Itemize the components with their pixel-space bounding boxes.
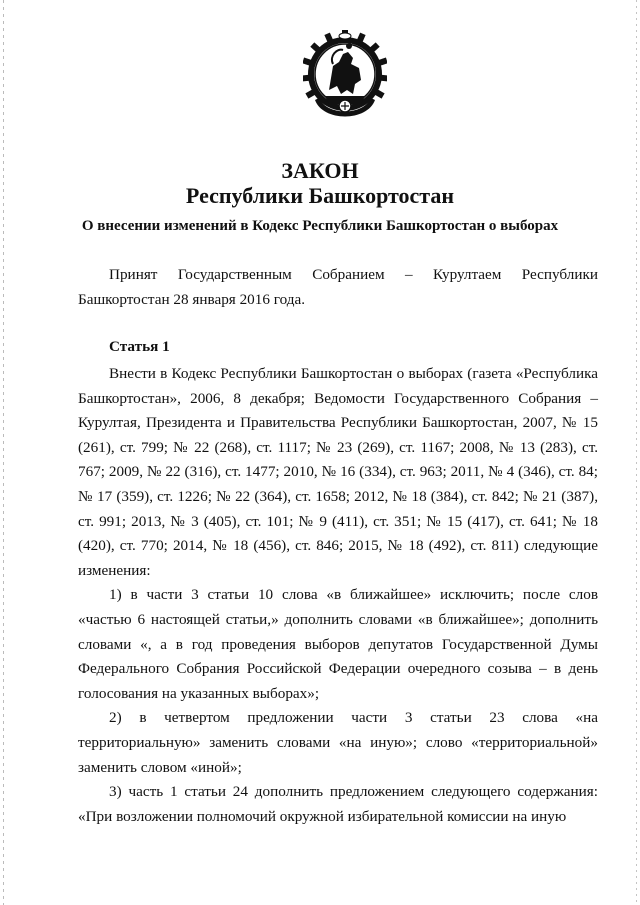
issuer-title: Республики Башкортостан [185,183,455,208]
article-heading: Статья 1 [109,338,170,355]
adoption-text: Принят Государственным Собранием – Курултаем Республики Башкортостан 28 января 2016 года. [78,266,598,308]
coat-of-arms-emblem [303,24,387,134]
article-paragraph: 1) в части 3 статьи 10 слова «в ближайшее» исключить; после слов «частью 6 настоящей статьи,» дополнить словами «в ближайшее»; дополнить словами «, а в год проведения выборов депутатов Государственной Думы Федерального Собрания Российской Федерации очередного созыва – в день голосования на указанных выборах»; [78,586,598,702]
article-paragraph: 2) в четвертом предложении части 3 статьи 23 слова «на территориальную» заменить словами «на иную»; слово «территориальной» заменить словом «иной»; [78,709,598,776]
article-paragraph: Внести в Кодекс Республики Башкортостан о выборах (газета «Республика Башкортостан», 2006, 8 декабря; Ведомости Государственного Собрания – Курултая, Президента и Правительства Республики Башкортостан, 2007, № 15 (261), ст. 799; № 22 (268), ст. 1117; № 23 (269), ст. 1167; 2008, № 13 (283), ст. 767; 2009, № 22 (316), ст. 1477; 2010, № 16 (334), ст. 963; 2011, № 4 (346), ст. 84; № 17 (359), ст. 1226; № 22 (364), ст. 1658; 2012, № 18 (384), ст. 842; № 21 (387), ст. 991; 2013, № 3 (405), ст. 101; № 9 (411), ст. 351; № 15 (417), ст. 641; № 18 (420), ст. 770; 2014, № 18 (456), ст. 846; 2015, № 18 (492), ст. 811) следующие изменения: [78,365,598,579]
article-body [78,362,598,829]
law-subject: О внесении изменений в Кодекс Республики Башкортостан о выборах [81,218,559,234]
article-paragraph: 3) часть 1 статьи 24 дополнить предложением следующего содержания: «При возложении полномочий окружной избирательной комиссии на иную [78,783,598,825]
document-type-title: ЗАКОН [281,158,359,183]
adoption-note [78,263,598,312]
